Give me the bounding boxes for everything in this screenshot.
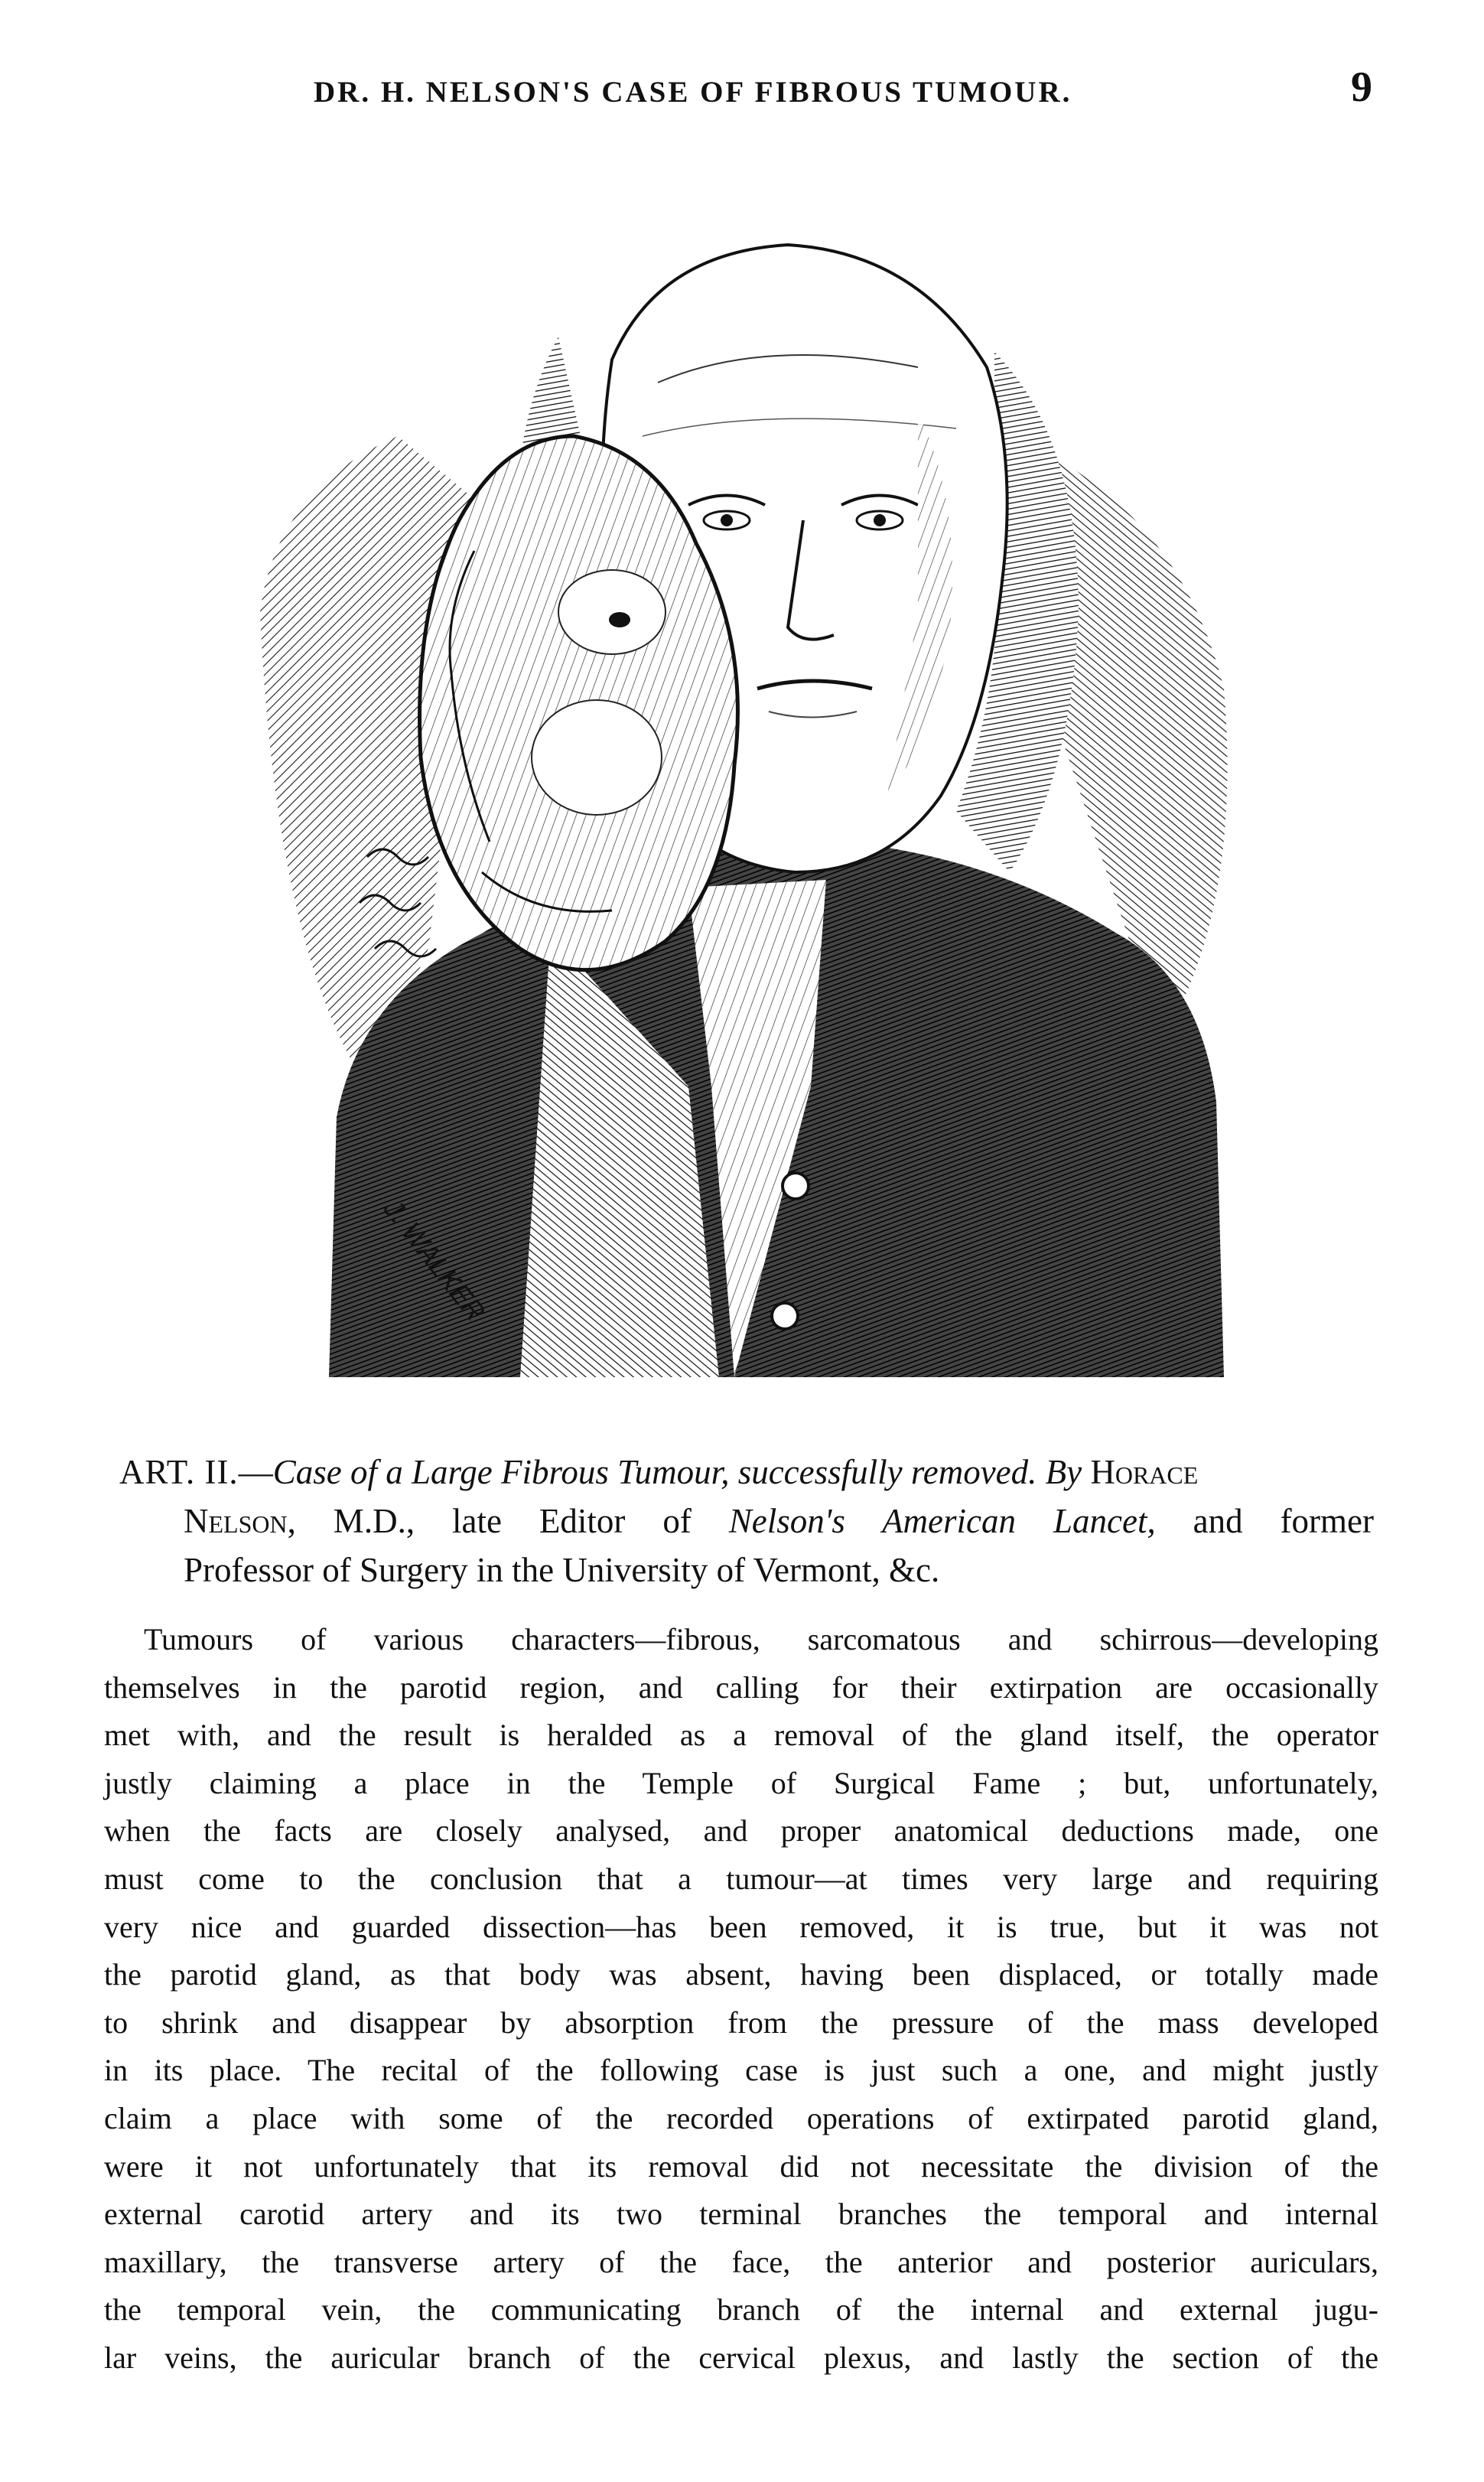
engraving-portrait — [229, 184, 1300, 1408]
article-label: ART. II. — [119, 1453, 239, 1491]
article-heading-line-2 — [119, 1497, 1374, 1546]
article-heading-line-1: ART. II.—Case of a Large Fibrous Tumour, successfully removed. By Horace — [119, 1453, 1199, 1491]
and-former: and former — [1155, 1502, 1375, 1540]
running-head — [0, 63, 1484, 124]
body-line: claim a place with some of the recorded operations of extirpated parotid gland, — [104, 2100, 1378, 2135]
body-line: Tumours of various characters—fibrous, sarcomatous and schirrous—developing — [144, 1622, 1378, 1656]
article-heading — [119, 1448, 1374, 1594]
body-line: were it not unfortunately that its removal did not necessitate the division of the — [104, 2148, 1378, 2184]
running-title: DR. H. NELSON'S CASE OF FIBROUS TUMOUR. — [314, 76, 1072, 109]
body-line: in its place. The recital of the following case is just such a one, and might justly — [104, 2053, 1378, 2088]
body-line: to shrink and disappear by absorption from the pressure of the mass developed — [104, 2005, 1378, 2040]
body-line: themselves in the parotid region, and calling for their extirpation are occasionally — [104, 1669, 1378, 1705]
engraver-signature: J. WALKER — [377, 1193, 492, 1327]
engraving-figure — [229, 184, 1300, 1408]
body-line: maxillary, the transverse artery of the face, the anterior and posterior auriculars, — [104, 2244, 1378, 2279]
body-line: very nice and guarded dissection—has been removed, it is true, but it was not — [104, 1909, 1378, 1944]
author-first-name: Horace — [1090, 1453, 1199, 1491]
author-last-name: Nelson — [184, 1502, 288, 1540]
page-number: 9 — [1351, 64, 1372, 111]
body-line: the temporal vein, the communicating branch of the internal and external jugu- — [104, 2292, 1378, 2327]
body-paragraph — [104, 1616, 1378, 2383]
article-heading-line-3: Professor of Surgery in the University of Vermont, &c. — [184, 1551, 940, 1589]
body-line: lar veins, the auricular branch of the cervical plexus, and lastly the section of the — [104, 2340, 1378, 2375]
body-line: external carotid artery and its two terminal branches the temporal and internal — [104, 2197, 1378, 2232]
article-title: Case of a Large Fibrous Tumour, successfully removed. — [272, 1453, 1037, 1491]
body-line: the parotid gland, as that body was absent, having been displaced, or totally made — [104, 1957, 1378, 1992]
body-line: when the facts are closely analysed, and proper anatomical deductions made, one — [104, 1813, 1378, 1848]
body-line: justly claiming a place in the Temple of Surgical Fame ; but, unfortunately, — [104, 1765, 1378, 1800]
body-line: must come to the conclusion that a tumour—at times very large and requiring — [104, 1861, 1378, 1896]
article-by: By — [1045, 1453, 1082, 1491]
author-credentials: , M.D., late Editor of — [287, 1502, 729, 1540]
journal-name: Nelson's American Lancet, — [728, 1502, 1156, 1540]
body-line: met with, and the result is heralded as a removal of the gland itself, the operator — [104, 1718, 1378, 1753]
